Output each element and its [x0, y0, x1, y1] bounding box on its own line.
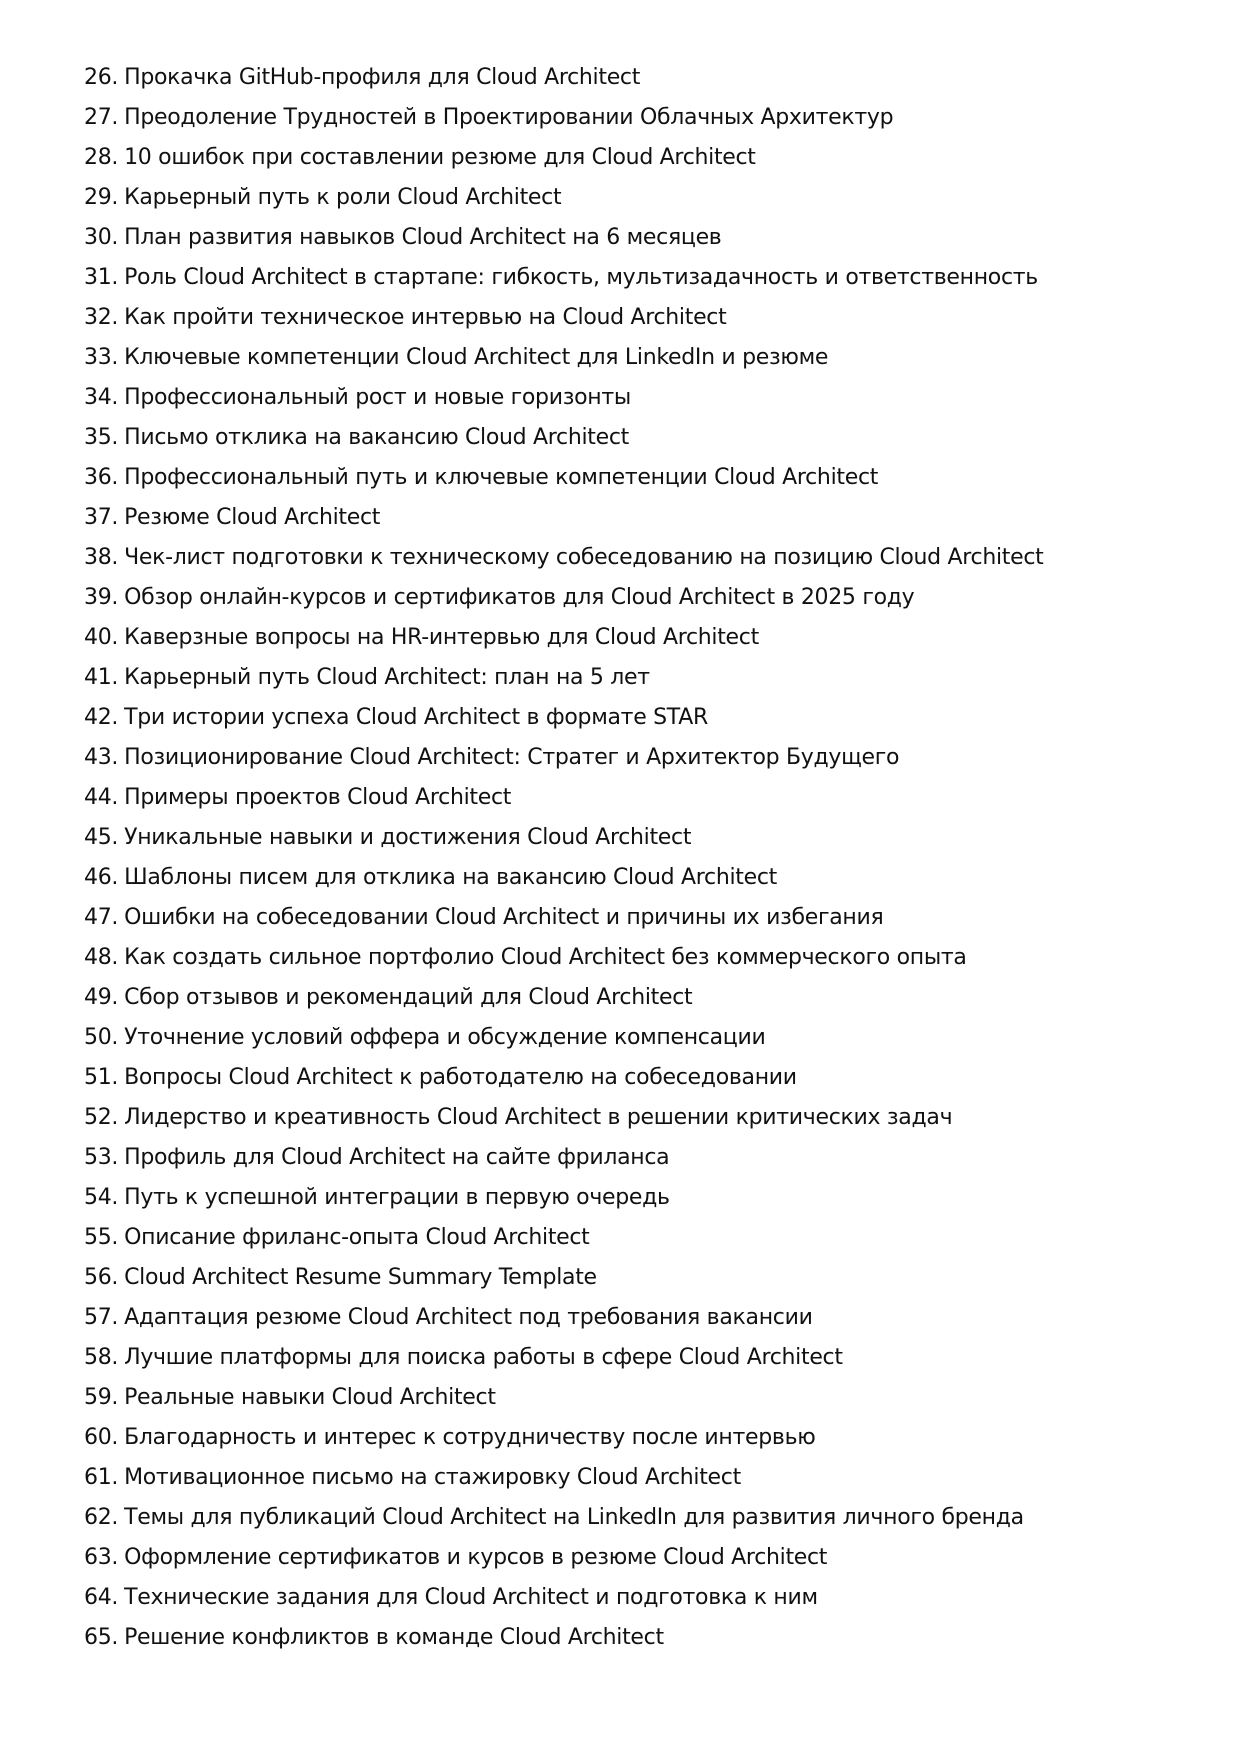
toc-entry [84, 858, 1043, 898]
toc-entry-number: 35. [84, 425, 119, 450]
toc-entry [84, 938, 1043, 978]
toc-entry-number: 34. [84, 385, 119, 410]
toc-entry-title: Оформление сертификатов и курсов в резюме Cloud Architect [124, 1545, 828, 1570]
toc-entry [84, 138, 1043, 178]
toc-entry [84, 1378, 1043, 1418]
toc-entry [84, 538, 1043, 578]
toc-entry [84, 338, 1043, 378]
toc-entry [84, 418, 1043, 458]
toc-entry [84, 58, 1043, 98]
toc-entry-title: 10 ошибок при составлении резюме для Cloud Architect [124, 145, 756, 170]
toc-entry-number: 42. [84, 705, 119, 730]
toc-entry-number: 65. [84, 1625, 119, 1650]
toc-entry-title: Ошибки на собеседовании Cloud Architect и причины их избегания [124, 905, 884, 930]
toc-entry-title: Шаблоны писем для отклика на вакансию Cloud Architect [124, 865, 777, 890]
toc-entry [84, 1578, 1043, 1618]
toc-entry-number: 59. [84, 1385, 119, 1410]
toc-entry-title: Преодоление Трудностей в Проектировании Облачных Архитектур [124, 105, 894, 130]
toc-entry-title: Резюме Cloud Architect [124, 505, 381, 530]
toc-entry-number: 40. [84, 625, 119, 650]
toc-entry-number: 58. [84, 1345, 119, 1370]
toc-entry-number: 50. [84, 1025, 119, 1050]
toc-entry-number: 48. [84, 945, 119, 970]
table-of-contents [84, 58, 1043, 1658]
toc-entry [84, 778, 1043, 818]
toc-entry [84, 1338, 1043, 1378]
toc-entry-number: 54. [84, 1185, 119, 1210]
toc-entry-title: Решение конфликтов в команде Cloud Architect [124, 1625, 664, 1650]
toc-entry-number: 60. [84, 1425, 119, 1450]
toc-entry-number: 39. [84, 585, 119, 610]
toc-entry-title: Ключевые компетенции Cloud Architect для LinkedIn и резюме [124, 345, 829, 370]
toc-entry-number: 37. [84, 505, 119, 530]
toc-entry-title: Уникальные навыки и достижения Cloud Architect [124, 825, 692, 850]
toc-entry-number: 62. [84, 1505, 119, 1530]
toc-entry [84, 978, 1043, 1018]
toc-entry [84, 618, 1043, 658]
toc-entry-title: Cloud Architect Resume Summary Template [124, 1265, 597, 1290]
toc-entry-title: План развития навыков Cloud Architect на 6 месяцев [124, 225, 722, 250]
toc-entry-number: 41. [84, 665, 119, 690]
toc-entry-title: Вопросы Cloud Architect к работодателю на собеседовании [124, 1065, 797, 1090]
toc-entry-title: Карьерный путь Cloud Architect: план на 5 лет [124, 665, 650, 690]
toc-entry-number: 47. [84, 905, 119, 930]
toc-entry [84, 578, 1043, 618]
toc-entry-title: Три истории успеха Cloud Architect в формате STAR [124, 705, 708, 730]
toc-entry [84, 1618, 1043, 1658]
toc-entry-title: Прокачка GitHub-профиля для Cloud Architect [124, 65, 641, 90]
toc-entry [84, 298, 1043, 338]
toc-entry [84, 818, 1043, 858]
toc-entry [84, 458, 1043, 498]
toc-entry [84, 218, 1043, 258]
toc-entry-title: Уточнение условий оффера и обсуждение компенсации [124, 1025, 766, 1050]
toc-entry-number: 51. [84, 1065, 119, 1090]
toc-entry-number: 61. [84, 1465, 119, 1490]
toc-entry-title: Профессиональный путь и ключевые компетенции Cloud Architect [124, 465, 879, 490]
toc-entry-title: Карьерный путь к роли Cloud Architect [124, 185, 562, 210]
toc-entry-number: 36. [84, 465, 119, 490]
toc-entry [84, 258, 1043, 298]
toc-entry-number: 57. [84, 1305, 119, 1330]
toc-entry-number: 43. [84, 745, 119, 770]
toc-entry [84, 178, 1043, 218]
toc-entry-title: Темы для публикаций Cloud Architect на LinkedIn для развития личного бренда [124, 1505, 1024, 1530]
toc-entry-number: 33. [84, 345, 119, 370]
toc-entry-title: Обзор онлайн-курсов и сертификатов для Cloud Architect в 2025 году [124, 585, 915, 610]
toc-entry-title: Адаптация резюме Cloud Architect под требования вакансии [124, 1305, 813, 1330]
toc-entry-title: Примеры проектов Cloud Architect [124, 785, 512, 810]
toc-entry-title: Профиль для Cloud Architect на сайте фриланса [124, 1145, 670, 1170]
toc-entry [84, 1098, 1043, 1138]
toc-entry-number: 29. [84, 185, 119, 210]
toc-entry-title: Письмо отклика на вакансию Cloud Architect [124, 425, 629, 450]
toc-entry [84, 898, 1043, 938]
toc-entry-title: Как пройти техническое интервью на Cloud Architect [124, 305, 727, 330]
toc-entry-title: Чек-лист подготовки к техническому собеседованию на позицию Cloud Architect [124, 545, 1044, 570]
toc-entry [84, 1178, 1043, 1218]
toc-entry-number: 64. [84, 1585, 119, 1610]
toc-entry-number: 63. [84, 1545, 119, 1570]
toc-entry-title: Сбор отзывов и рекомендаций для Cloud Architect [124, 985, 693, 1010]
toc-entry-number: 44. [84, 785, 119, 810]
toc-entry-number: 46. [84, 865, 119, 890]
toc-entry [84, 1058, 1043, 1098]
toc-entry [84, 738, 1043, 778]
toc-entry-number: 28. [84, 145, 119, 170]
toc-entry [84, 98, 1043, 138]
toc-entry-number: 30. [84, 225, 119, 250]
toc-entry-number: 31. [84, 265, 119, 290]
toc-entry-title: Роль Cloud Architect в стартапе: гибкость, мультизадачность и ответственность [124, 265, 1038, 290]
toc-entry [84, 1258, 1043, 1298]
toc-entry-number: 32. [84, 305, 119, 330]
toc-entry-title: Позиционирование Cloud Architect: Стратег и Архитектор Будущего [124, 745, 900, 770]
toc-entry-number: 53. [84, 1145, 119, 1170]
toc-entry-title: Благодарность и интерес к сотрудничеству после интервью [124, 1425, 816, 1450]
toc-entry [84, 1458, 1043, 1498]
toc-entry-number: 27. [84, 105, 119, 130]
toc-entry [84, 1498, 1043, 1538]
toc-entry-title: Путь к успешной интеграции в первую очередь [124, 1185, 670, 1210]
toc-entry-title: Лидерство и креативность Cloud Architect в решении критических задач [124, 1105, 953, 1130]
toc-entry-number: 45. [84, 825, 119, 850]
toc-entry-title: Технические задания для Cloud Architect и подготовка к ним [124, 1585, 818, 1610]
toc-entry-title: Мотивационное письмо на стажировку Cloud Architect [124, 1465, 741, 1490]
toc-entry-number: 55. [84, 1225, 119, 1250]
toc-entry [84, 1298, 1043, 1338]
toc-entry-title: Описание фриланс-опыта Cloud Architect [124, 1225, 590, 1250]
toc-entry [84, 1538, 1043, 1578]
toc-entry-title: Профессиональный рост и новые горизонты [124, 385, 631, 410]
toc-entry [84, 658, 1043, 698]
toc-entry [84, 1418, 1043, 1458]
toc-entry [84, 498, 1043, 538]
toc-entry-number: 38. [84, 545, 119, 570]
toc-entry [84, 1138, 1043, 1178]
toc-entry-number: 26. [84, 65, 119, 90]
toc-entry-title: Как создать сильное портфолио Cloud Architect без коммерческого опыта [124, 945, 967, 970]
toc-entry [84, 378, 1043, 418]
toc-entry-title: Реальные навыки Cloud Architect [124, 1385, 496, 1410]
toc-entry-number: 52. [84, 1105, 119, 1130]
toc-entry [84, 1018, 1043, 1058]
toc-entry [84, 698, 1043, 738]
toc-entry [84, 1218, 1043, 1258]
toc-entry-number: 49. [84, 985, 119, 1010]
toc-entry-number: 56. [84, 1265, 119, 1290]
toc-entry-title: Каверзные вопросы на HR-интервью для Cloud Architect [124, 625, 759, 650]
toc-entry-title: Лучшие платформы для поиска работы в сфере Cloud Architect [124, 1345, 843, 1370]
